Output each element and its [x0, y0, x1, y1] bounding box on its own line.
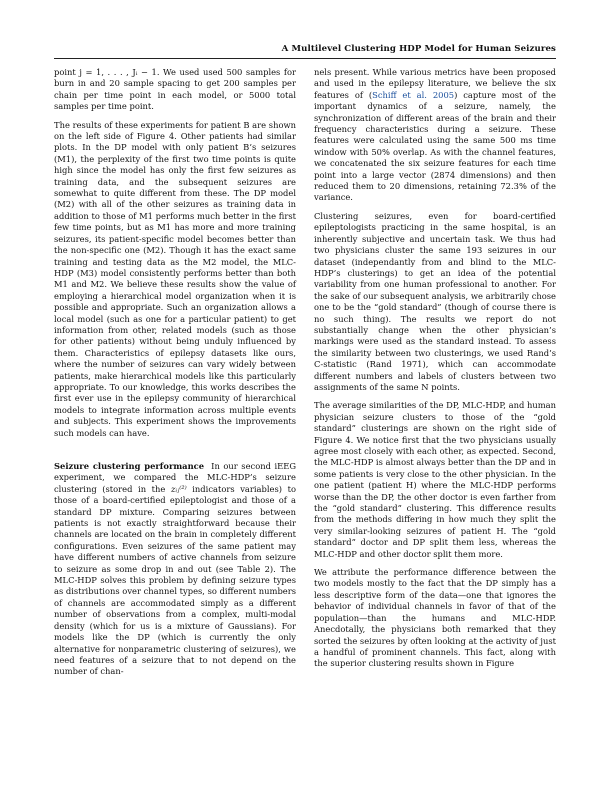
running-header: A Multilevel Clustering HDP Model for Human Seizures	[281, 44, 556, 54]
citation-link[interactable]: Schiff et al. 2005	[372, 89, 455, 100]
paragraph-sampling: point j = 1, . . . , Jᵢ − 1. We used used 500 samples for burn in and 20 sample spacing to get 200 samples per chain per time point in each model, or 5000 total samples per time point.	[54, 67, 296, 112]
section-runin-heading: Seizure clustering performance	[54, 461, 205, 471]
paragraph-seizure-features	[314, 67, 556, 204]
paragraph-text-segment: ) capture most of the important dynamics of a seizure, namely, the synchronization of different areas of the brain and their frequency characteristics during a seizure. These features were calculated using the same 500 ms time window with 50% overlap. As with the channel features, we concatenated the six seizure features for each time point into a large vector (2874 dimensions) and then reduced them to 20 dimensions, retaining 72.3% of the variance.	[314, 89, 556, 203]
paragraph-similarity-results: The average similarities of the DP, MLC-HDP, and human physician seizure clusters to those of the “gold standard” clusterings are shown on the right side of Figure 4. We notice first that the two physicians usually agree most closely with each other, as expected. Second, the MLC-HDP is almost always better than the DP and in some patients is very close to the other physician. In the one patient (patient H) where the MLC-HDP performs worse than the DP, the other doctor is even farther from the “gold standard” clustering. This difference results from the methods differing in how much they split the very similar-looking seizures of patient H. The “gold standard” doctor and DP split them less, whereas the MLC-HDP and other doctor split them more.	[314, 400, 556, 559]
paragraph-performance-difference: We attribute the performance difference between the two models mostly to the fact that the DP simply has a less descriptive form of the data—one that ignores the behavior of individual channels in favor of that of the population—than the humans and MLC-HDP. Anecdotally, the physicians both remarked that they sorted the seizures by often looking at the activity of just a handful of prominent channels. This fact, along with the superior clustering results shown in Figure	[314, 567, 556, 669]
paragraph-patient-b-results: The results of these experiments for patient B are shown on the left side of Figure 4. Other patients had similar plots. In the DP model with only patient B’s seizures (M1), the perplexity of the first two time points is quite high since the model has only the first few seizures as training data, and the subsequent seizures are somewhat to quite different from these. The DP model (M2) with all of the other seizures as training data in addition to those of M1 performs much better in the first few time points, but as M1 has more and more training seizures, its patient-specific model becomes better than the non-specific one (M2). Though it has the exact same training and testing data as the M2 model, the MLC-HDP (M3) model consistently performs better than both M1 and M2. We believe these results show the value of employing a hierarchical model organization when it is possible and appropriate. Such an organization allows a local model (such as one for a particular patient) to get information from other, related models (such as those for other patients) without being unduly influenced by them. Characteristics of epilepsy datasets like ours, where the number of seizures can vary widely between patients, make hierarchical models like this particularly appropriate. To our knowledge, this works describes the first ever use in the epilepsy community of hierarchical models to integrate information across multiple events and subjects. This experiment shows the improvements such models can have.	[54, 119, 296, 438]
paragraph-text-segment: nels present. While various metrics have been proposed and used in the epilepsy literature, we believe the six features of (	[314, 67, 556, 100]
right-column	[314, 67, 556, 677]
paragraph-text-segment: indicators variables) to those of a board-certified epileptologist and those of a standard DP mixture. Comparing seizures between patients is not exactly straightforward because their channels are located on the brain in completely different configurations. Even seizures of the same patient may have different numbers of active channels from seizure to seizure as some drop in and out (see Table 2). The MLC-HDP solves this problem by defining seizure types as distributions over channel types, so different numbers of channels are accommodated simply as a different number of observations from a complex, multi-modal density (which for us is a mixture of Gaussians). For models like the DP (which is currently the only alternative for nonparametric clustering of seizures), we need features of a seizure that to not depend on the number of chan-	[54, 483, 296, 677]
paragraph-physician-clustering: Clustering seizures, even for board-certified epileptologists practicing in the same hospital, is an inherently subjective and uncertain task. We thus had two physicians cluster the same 193 seizures in our dataset (independantly from and blind to the MLC-HDP’s clusterings) to get an idea of the potential variability from one human professional to another. For the sake of our subsequent analysis, we arbitrarily chose one to be the “gold standard” (though of course there is no such thing). The results we report do not substantially change when the other physician’s markings were used as the standard instead. To assess the similarity between two clusterings, we used Rand’s C-statistic (Rand 1971), which can accommodate different numbers and labels of clusters between two assignments of the same N points.	[314, 210, 556, 392]
left-column	[54, 67, 296, 685]
paragraph-text-segment: In our second iEEG experiment, we compared the MLC-HDP’s seizure clustering (stored in the	[54, 461, 296, 494]
inline-math: zᵢⱼ⁽²⁾	[170, 483, 187, 494]
header-rule	[54, 58, 556, 59]
paragraph-seizure-clustering	[54, 461, 296, 678]
